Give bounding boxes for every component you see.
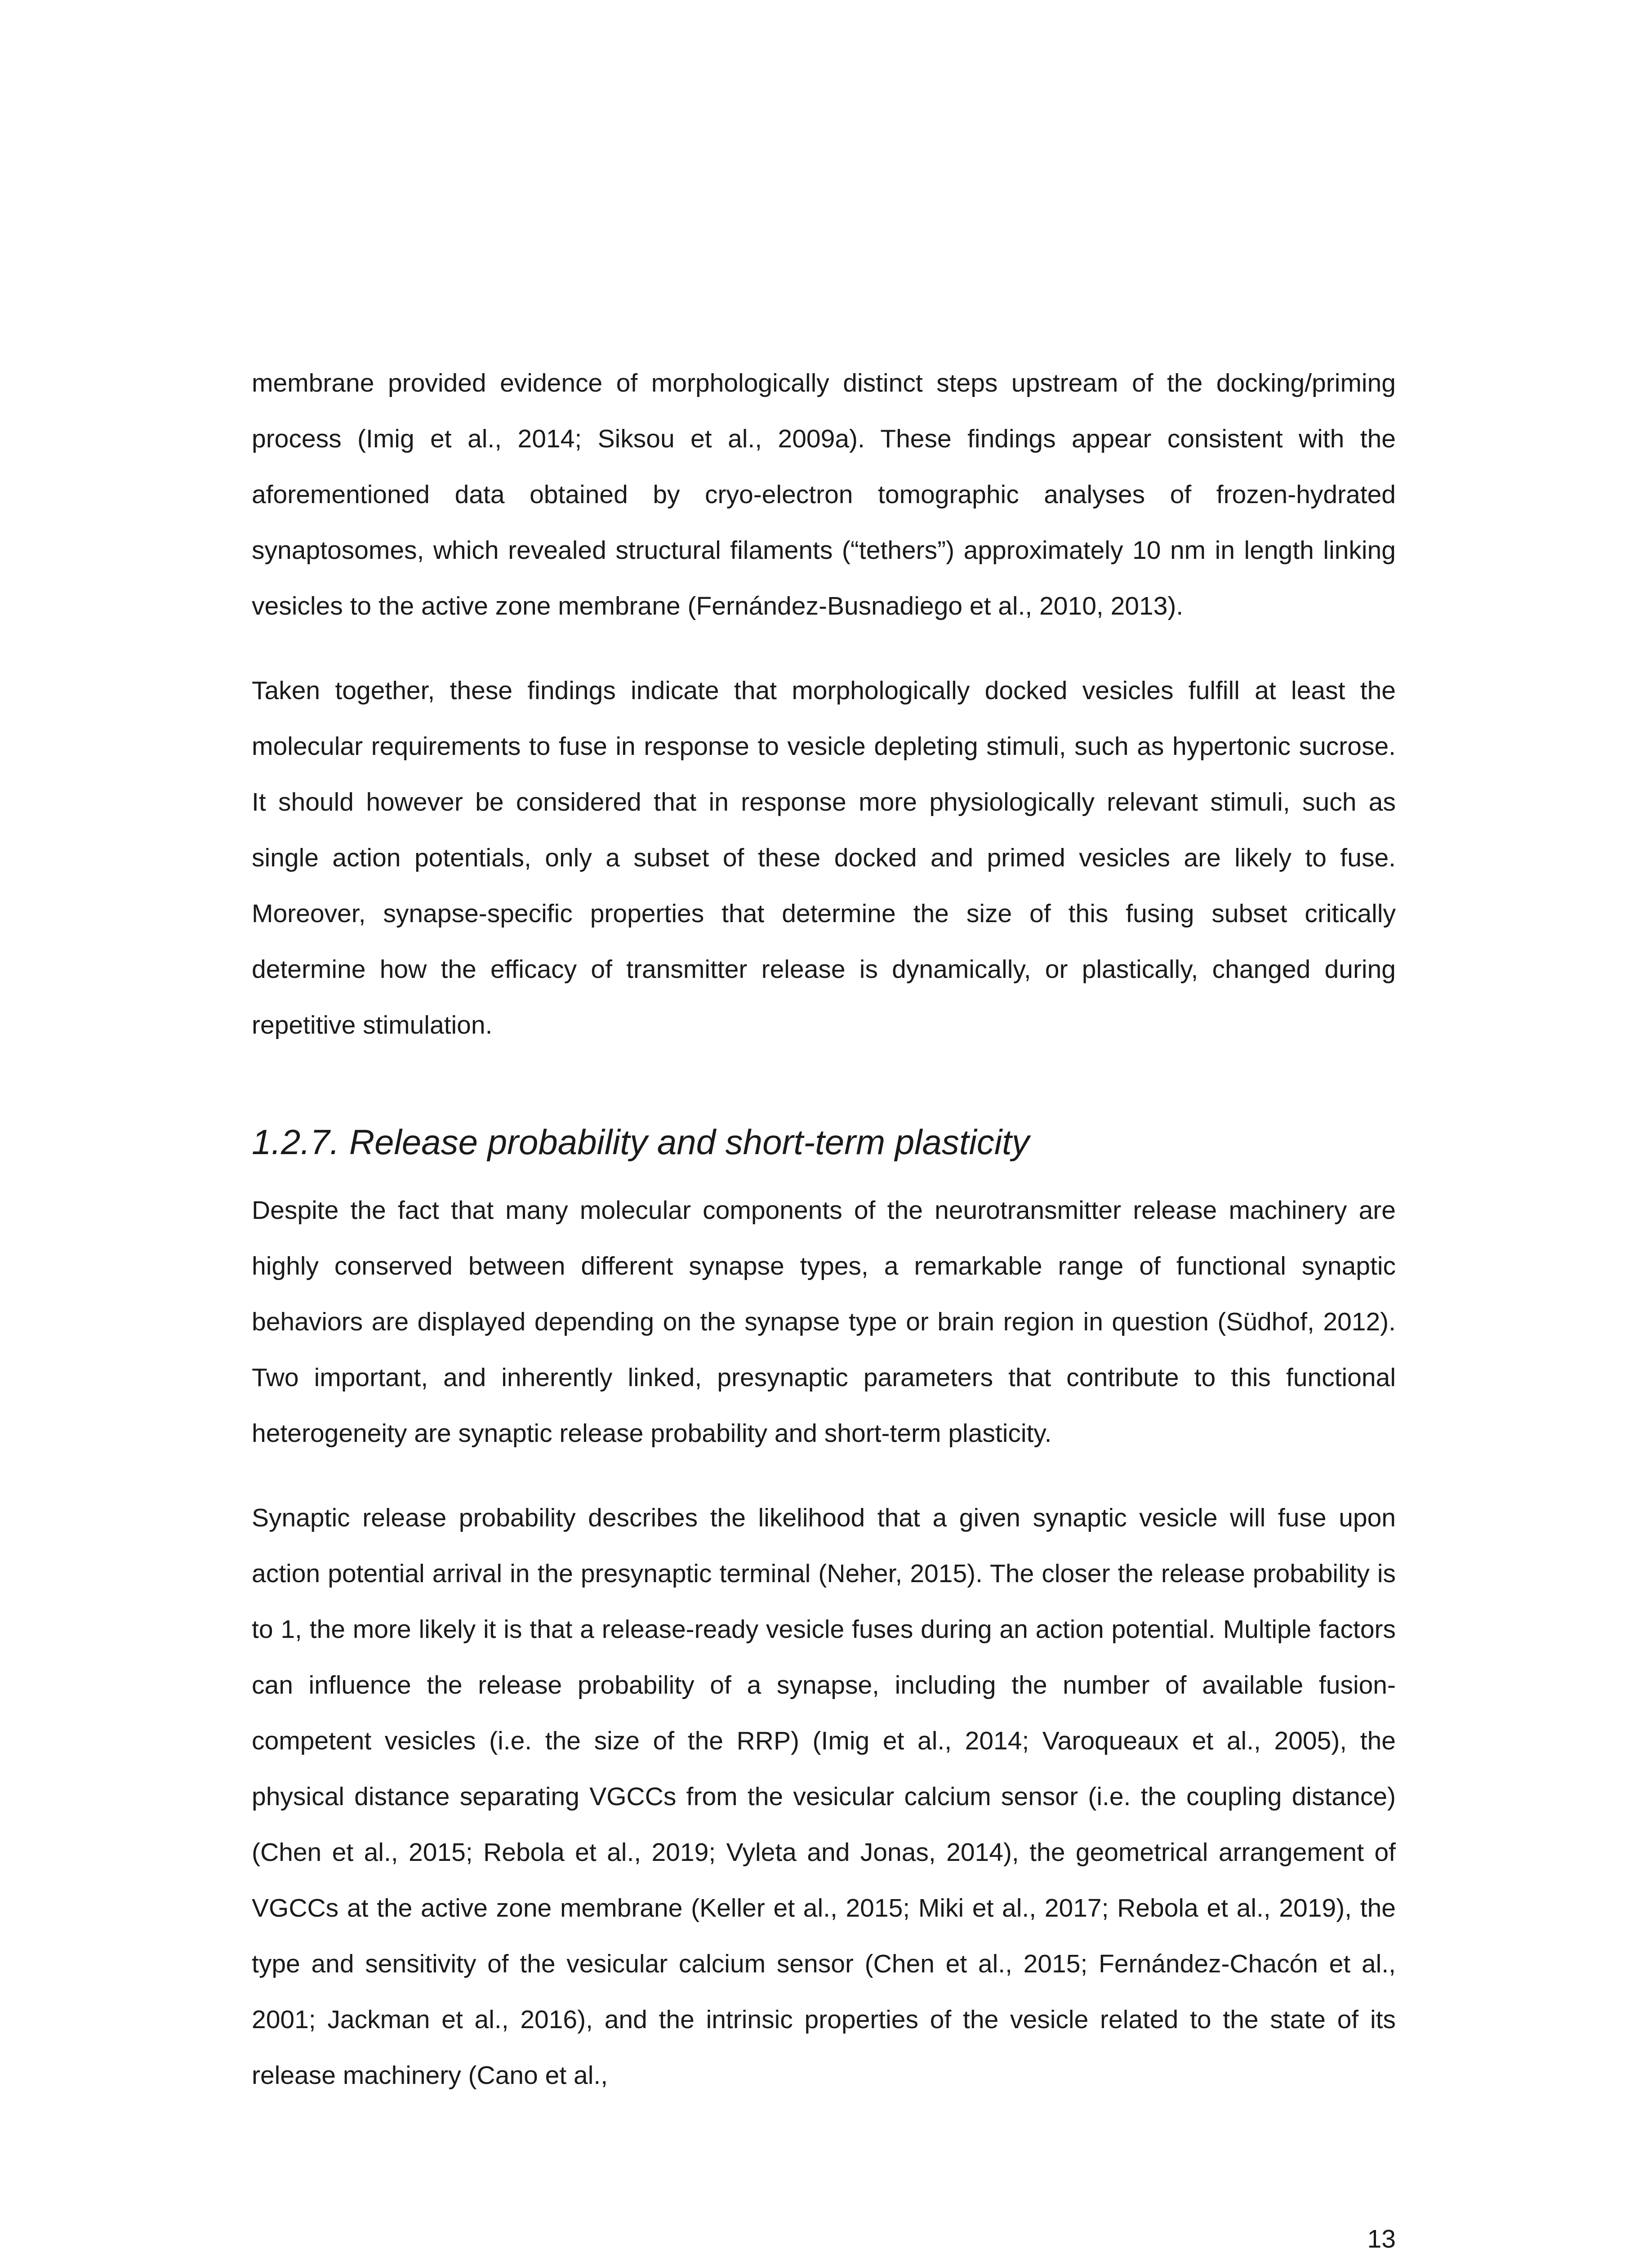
paragraph-3: Despite the fact that many molecular components of the neurotransmitter release machinery are highly conserved between different synapse types, a remarkable range of functional synaptic behaviors are displayed depending on the synapse type or brain region in question (Südhof, 2012). Two important, and inherently linked, presynaptic parameters that contribute to this functional heterogeneity are synaptic release probability and short-term plasticity. bbox=[252, 1196, 1396, 1448]
body-text-lower bbox=[252, 1182, 1396, 2103]
page-number: 13 bbox=[1367, 2225, 1396, 2248]
section-heading: 1.2.7. Release probability and short-term plasticity bbox=[252, 1122, 1029, 1162]
paragraph-4: Synaptic release probability describes the likelihood that a given synaptic vesicle will fuse upon action potential arrival in the presynaptic terminal (Neher, 2015). The closer the release probability is to 1, the more likely it is that a release-ready vesicle fuses during an action potential. Multiple factors can influence the release probability of a synapse, including the number of available fusion-competent vesicles (i.e. the size of the RRP) (Imig et al., 2014; Varoqueaux et al., 2005), the physical distance separating VGCCs from the vesicular calcium sensor (i.e. the coupling distance) (Chen et al., 2015; Rebola et al., 2019; Vyleta and Jonas, 2014), the geometrical arrangement of VGCCs at the active zone membrane (Keller et al., 2015; Miki et al., 2017; Rebola et al., 2019), the type and sensitivity of the vesicular calcium sensor (Chen et al., 2015; Fernández-Chacón et al., 2001; Jackman et al., 2016), and the intrinsic properties of the vesicle related to the state of its release machinery (Cano et al., bbox=[252, 1503, 1396, 2090]
paragraph-2: Taken together, these findings indicate that morphologically docked vesicles fulfill at least the molecular requirements to fuse in response to vesicle depleting stimuli, such as hypertonic sucrose. It should however be considered that in response more physiologically relevant stimuli, such as single action potentials, only a subset of these docked and primed vesicles are likely to fuse. Moreover, synapse-specific properties that determine the size of this fusing subset critically determine how the efficacy of transmitter release is dynamically, or plastically, changed during repetitive stimulation. bbox=[252, 676, 1396, 1039]
body-text-upper bbox=[252, 355, 1396, 1053]
paragraph-1: membrane provided evidence of morphologically distinct steps upstream of the docking/priming process (Imig et al., 2014; Siksou et al., 2009a). These findings appear consistent with the aforementioned data obtained by cryo-electron tomographic analyses of frozen-hydrated synaptosomes, which revealed structural filaments (“tethers”) approximately 10 nm in length linking vesicles to the active zone membrane (Fernández-Busnadiego et al., 2010, 2013). bbox=[252, 369, 1396, 620]
